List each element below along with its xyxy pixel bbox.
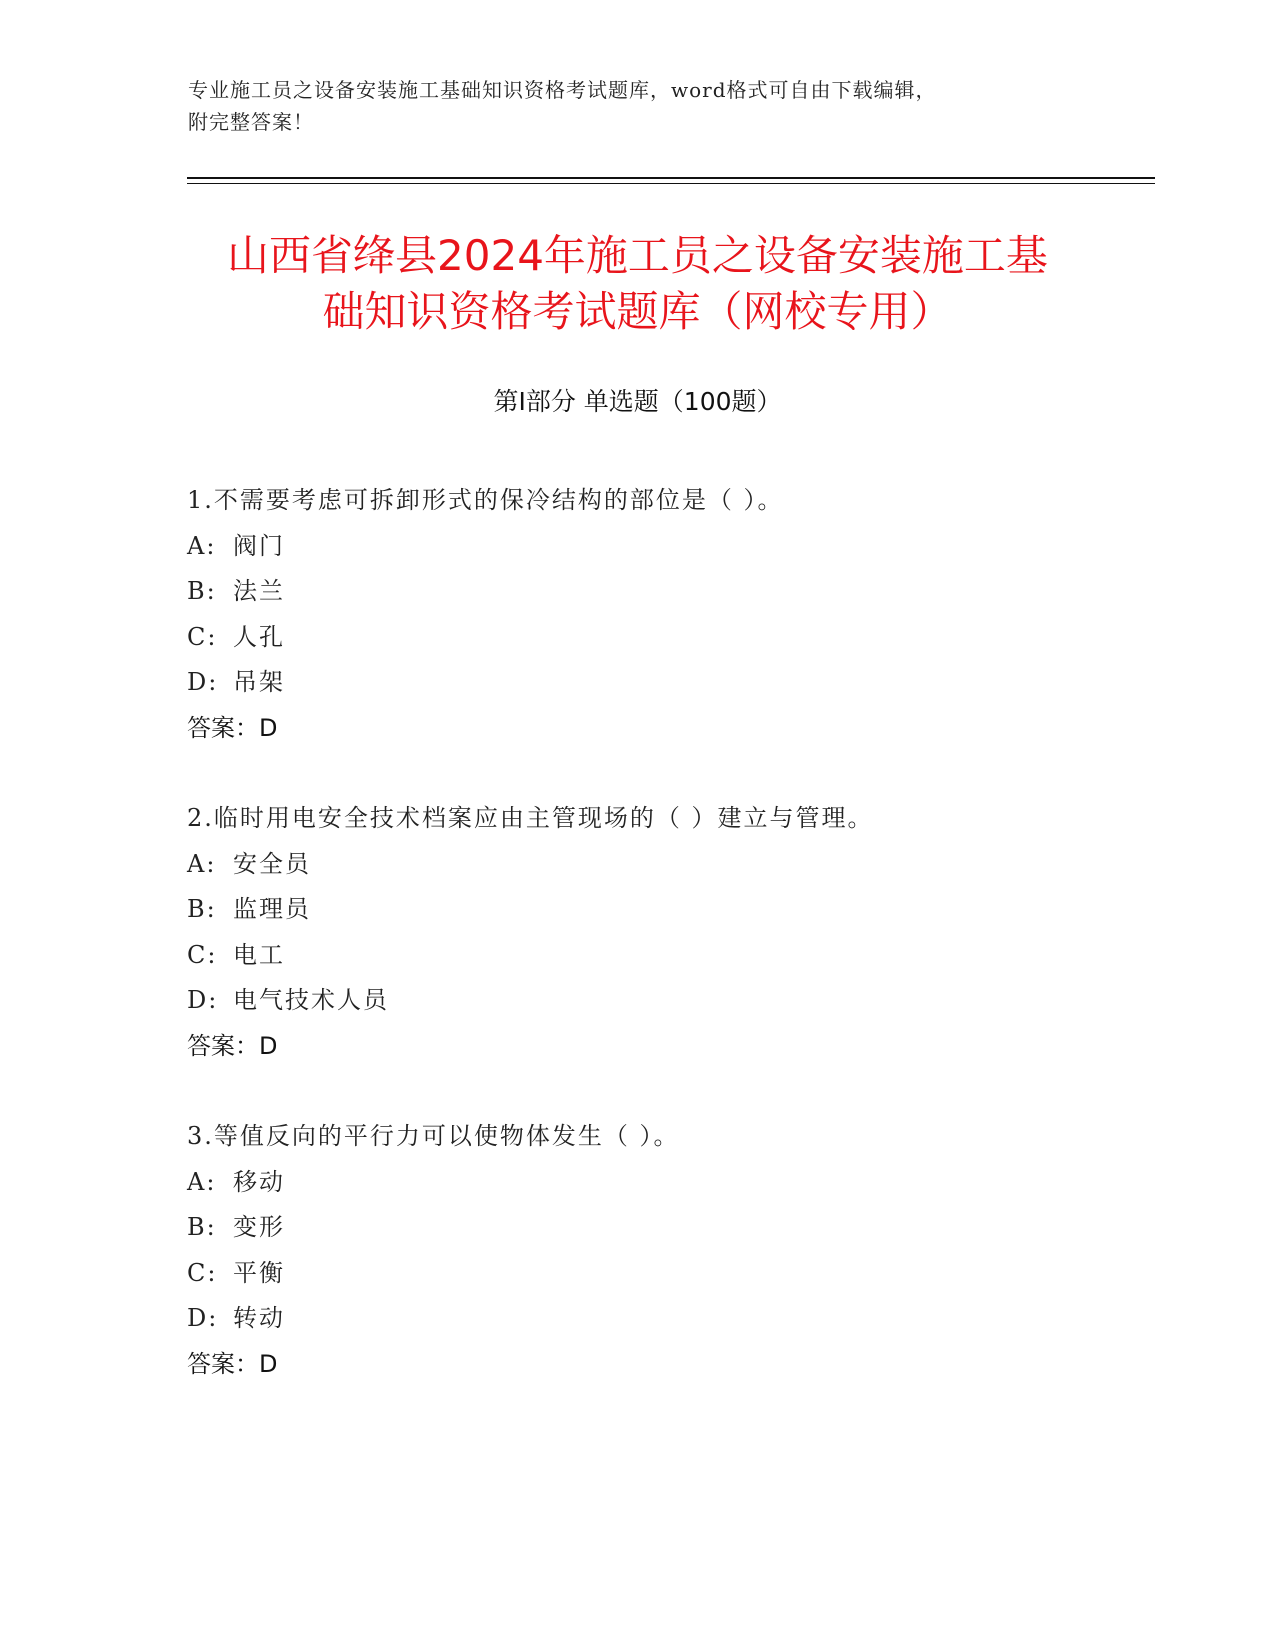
document-title-line-2: 础知识资格考试题库（网校专用） [322,287,953,336]
option-text: 安全员 [233,849,311,878]
option-key: D: [187,1304,219,1332]
answer-line: 答案：D [187,1031,278,1060]
option-c [187,933,1147,979]
option-d [187,978,1147,1024]
option-key: B: [187,577,217,605]
option-b [187,887,1147,933]
answer-line: 答案：D [187,1349,278,1378]
question-list [187,478,1147,1387]
option-text: 移动 [233,1167,285,1196]
question-2 [187,796,1147,1069]
option-key: C: [187,1258,218,1287]
option-text: 法兰 [233,577,285,605]
option-text: 转动 [233,1304,285,1332]
option-key: A: [187,1167,217,1196]
question-stem: 2.临时用电安全技术档案应由主管现场的（ ）建立与管理。 [187,804,874,832]
option-a [187,842,1147,888]
header-note [188,74,1088,138]
header-divider-thin [187,183,1155,184]
document-title-line-1: 山西省绛县2024年施工员之设备安装施工基 [227,231,1048,280]
option-b [187,569,1147,615]
option-text: 吊架 [233,668,285,696]
question-spacer [187,1069,1147,1114]
question-spacer [187,751,1147,796]
option-d [187,1296,1147,1342]
option-text: 监理员 [233,895,311,923]
option-c [187,1251,1147,1297]
option-key: B: [187,1213,217,1241]
option-key: A: [187,849,217,878]
question-stem: 3.等值反向的平行力可以使物体发生（ ）。 [187,1122,680,1150]
option-text: 平衡 [233,1258,285,1287]
option-text: 变形 [233,1213,285,1241]
option-key: A: [187,531,217,560]
header-note-line-2: 附完整答案！ [188,110,314,134]
section-heading: 第Ⅰ部分 单选题（100题） [493,387,782,416]
question-stem: 1.不需要考虑可拆卸形式的保冷结构的部位是（ ）。 [187,486,784,514]
header-divider-thick [187,177,1155,179]
question-1 [187,478,1147,751]
option-text: 电工 [233,940,285,969]
option-text: 阀门 [233,531,285,560]
question-3 [187,1114,1147,1387]
header-note-line-1: 专业施工员之设备安装施工基础知识资格考试题库，word格式可自由下载编辑， [188,78,937,102]
answer-line: 答案：D [187,713,278,742]
option-key: D: [187,986,219,1014]
option-key: D: [187,668,219,696]
option-b [187,1205,1147,1251]
option-key: C: [187,622,218,651]
option-text: 电气技术人员 [233,986,389,1014]
option-key: B: [187,895,217,923]
option-c [187,615,1147,661]
document-title [150,228,1125,340]
option-text: 人孔 [233,622,285,651]
option-a [187,524,1147,570]
option-a [187,1160,1147,1206]
option-d [187,660,1147,706]
option-key: C: [187,940,218,969]
